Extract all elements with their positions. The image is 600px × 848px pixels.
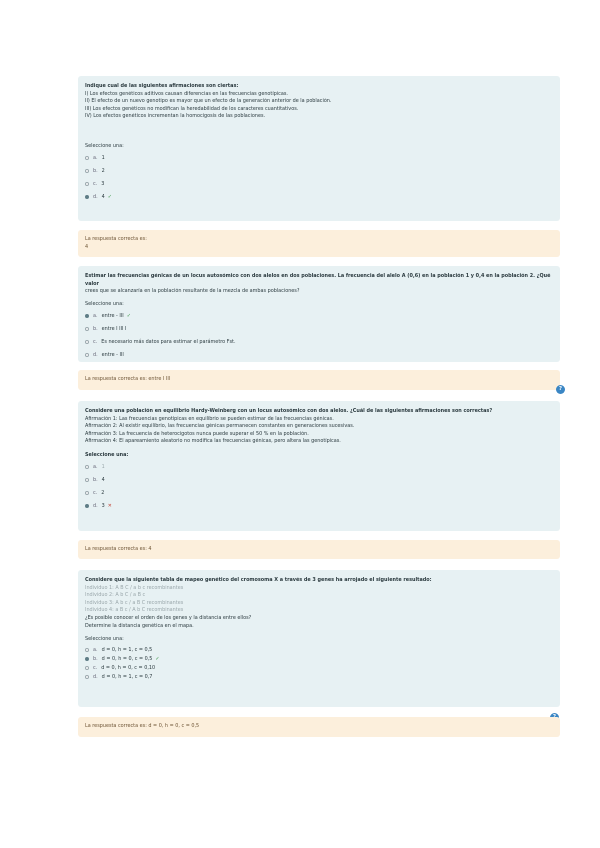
question-3-prompt: Considere una población en equilibrio Hardy-Weinberg con un locus autosómico con dos alelos. ¿Cuál de las siguientes afirmaciones son correctas? bbox=[85, 408, 493, 414]
question-2-prompt: Estimar las frecuencias génicas de un locus autosómico con dos alelos en dos poblaciones. La frecuencia del alelo A (0,6) en la población 1 y 0,4 en la población 2. ¿Qué valor bbox=[85, 273, 551, 287]
incorrect-cross-icon: ✕ bbox=[107, 503, 112, 510]
question-4-data-row: Individuo 1: A B C / a b c recombinantes bbox=[85, 584, 184, 591]
answer-option[interactable] bbox=[85, 500, 553, 513]
question-3-statement: Afirmación 1: Las frecuencias genotípicas en equilibrio se pueden estimar de las frecuencias génicas. bbox=[85, 415, 334, 422]
question-1-statement: IV) Los efectos genéticos incrementan la homocigosis de las poblaciones. bbox=[85, 113, 266, 120]
option-text: Es necesario más datos para estimar el parámetro Fst. bbox=[101, 339, 236, 346]
option-text: 4 bbox=[101, 477, 105, 484]
option-text: entre I III I bbox=[101, 326, 127, 333]
feedback-2 bbox=[78, 370, 560, 390]
answer-option[interactable] bbox=[85, 645, 553, 654]
feedback-answer: 4 bbox=[85, 243, 89, 250]
option-letter: d. bbox=[93, 503, 98, 510]
feedback-label: La respuesta correcta es: d = 0, h = 0, c = 0,5 bbox=[85, 723, 200, 729]
question-3-card bbox=[78, 401, 560, 531]
select-one-label: Seleccione una: bbox=[85, 451, 129, 458]
question-4-data-row: Individuo 3: A b c / a B C recombinantes bbox=[85, 599, 184, 606]
question-2-prompt-cont: crees que se alcanzaría en la población resultante de la mezcla de ambas poblaciones? bbox=[85, 288, 300, 295]
radio-button[interactable] bbox=[85, 675, 89, 679]
radio-button-selected[interactable] bbox=[85, 195, 89, 199]
select-one-label: Seleccione una: bbox=[85, 636, 124, 643]
radio-button[interactable] bbox=[85, 478, 89, 482]
feedback-label: La respuesta correcta es: entre I III bbox=[85, 376, 171, 382]
radio-button[interactable] bbox=[85, 465, 89, 469]
option-text: d = 0, h = 1, c = 0,5 bbox=[101, 646, 153, 653]
question-4-data-row: Individuo 2: A b C / a B c bbox=[85, 592, 146, 599]
answer-option[interactable] bbox=[85, 336, 553, 349]
option-letter: a. bbox=[93, 313, 98, 320]
question-2-card bbox=[78, 266, 560, 362]
answer-option[interactable] bbox=[85, 152, 553, 165]
answer-option[interactable] bbox=[85, 310, 553, 323]
question-3-statement: Afirmación 2: Al existir equilibrio, las frecuencias génicas permanecen constantes en generaciones sucesivas. bbox=[85, 423, 355, 430]
option-letter: a. bbox=[93, 155, 98, 162]
radio-button-selected[interactable] bbox=[85, 504, 89, 508]
option-letter: c. bbox=[93, 490, 98, 497]
question-3-statement: Afirmación 4: El apareamiento aleatorio no modifica las frecuencias génicas, pero altera las genotípicas. bbox=[85, 438, 341, 445]
option-letter: d. bbox=[93, 194, 98, 201]
correct-check-icon: ✓ bbox=[155, 655, 160, 662]
option-letter: c. bbox=[93, 181, 98, 188]
question-3-statement: Afirmación 3: La frecuencia de heterocigotos nunca puede superar el 50 % en la población. bbox=[85, 430, 309, 437]
radio-button[interactable] bbox=[85, 169, 89, 173]
question-1-statement: I) Los efectos genéticos aditivos causan diferencias en las frecuencias genotípicas. bbox=[85, 90, 288, 97]
radio-button[interactable] bbox=[85, 353, 89, 357]
answer-option[interactable] bbox=[85, 487, 553, 500]
answer-option[interactable] bbox=[85, 663, 553, 672]
radio-button[interactable] bbox=[85, 491, 89, 495]
radio-button-selected[interactable] bbox=[85, 314, 89, 318]
correct-check-icon: ✓ bbox=[126, 313, 131, 320]
radio-button[interactable] bbox=[85, 666, 89, 670]
radio-button[interactable] bbox=[85, 340, 89, 344]
select-one-label: Seleccione una: bbox=[85, 142, 124, 149]
question-1-statement: II) El efecto de un nuevo genotipo es mayor que un efecto de la generación anterior de la población. bbox=[85, 98, 332, 105]
option-text: entre - III bbox=[101, 313, 124, 320]
feedback-label: La respuesta correcta es: bbox=[85, 236, 147, 242]
option-text: d = 0, h = 0, c = 0,10 bbox=[101, 664, 156, 671]
answer-option[interactable] bbox=[85, 191, 553, 204]
answer-option[interactable] bbox=[85, 461, 553, 474]
question-4-statement: ¿Es posible conocer el orden de los genes y la distancia entre ellos? bbox=[85, 614, 252, 621]
option-letter: c. bbox=[93, 339, 98, 346]
answer-option[interactable] bbox=[85, 165, 553, 178]
option-text: 2 bbox=[101, 168, 105, 175]
radio-button-selected[interactable] bbox=[85, 657, 89, 661]
option-text: d = 0, h = 0, c = 0,5 bbox=[101, 655, 153, 662]
question-1-statement: III) Los efectos genéticos no modifican la heredabilidad de los caracteres cuantitativos. bbox=[85, 105, 299, 112]
radio-button[interactable] bbox=[85, 156, 89, 160]
answer-option[interactable] bbox=[85, 672, 553, 681]
option-text: 1 bbox=[101, 464, 105, 471]
answer-option[interactable] bbox=[85, 349, 553, 362]
option-letter: b. bbox=[93, 168, 98, 175]
option-letter: b. bbox=[93, 655, 98, 662]
option-letter: c. bbox=[93, 664, 98, 671]
option-text: 3 bbox=[101, 503, 105, 510]
option-letter: a. bbox=[93, 646, 98, 653]
question-4-statement: Determine la distancia genética en el mapa. bbox=[85, 622, 194, 629]
feedback-label: La respuesta correcta es: 4 bbox=[85, 546, 152, 552]
question-1-card bbox=[78, 76, 560, 221]
option-letter: a. bbox=[93, 464, 98, 471]
option-text: entre - III bbox=[101, 352, 124, 359]
feedback-4 bbox=[78, 717, 560, 737]
answer-option[interactable] bbox=[85, 474, 553, 487]
question-4-data-row: Individuo 4: a B c / A b C recombinantes bbox=[85, 607, 184, 614]
answer-option[interactable] bbox=[85, 178, 553, 191]
help-icon[interactable]: ? bbox=[556, 385, 565, 394]
question-4-prompt: Considere que la siguiente tabla de mapeo genético del cromosoma X a través de 3 genes ha arrojado el siguiente resultado: bbox=[85, 577, 432, 583]
question-1-prompt: Indique cual de las siguientes afirmaciones son ciertas: bbox=[85, 83, 239, 89]
feedback-1 bbox=[78, 230, 560, 257]
option-letter: d. bbox=[93, 352, 98, 359]
correct-check-icon: ✓ bbox=[107, 194, 112, 201]
radio-button[interactable] bbox=[85, 327, 89, 331]
option-text: 1 bbox=[101, 155, 105, 162]
radio-button[interactable] bbox=[85, 648, 89, 652]
radio-button[interactable] bbox=[85, 182, 89, 186]
option-text: 4 bbox=[101, 194, 105, 201]
option-letter: d. bbox=[93, 673, 98, 680]
option-text: d = 0, h = 1, c = 0,7 bbox=[101, 673, 153, 680]
select-one-label: Seleccione una: bbox=[85, 300, 124, 307]
option-text: 3 bbox=[101, 181, 105, 188]
answer-option[interactable] bbox=[85, 323, 553, 336]
feedback-3 bbox=[78, 540, 560, 559]
question-4-card bbox=[78, 570, 560, 707]
option-text: 2 bbox=[101, 490, 105, 497]
option-letter: b. bbox=[93, 326, 98, 333]
answer-option[interactable] bbox=[85, 654, 553, 663]
option-letter: b. bbox=[93, 477, 98, 484]
